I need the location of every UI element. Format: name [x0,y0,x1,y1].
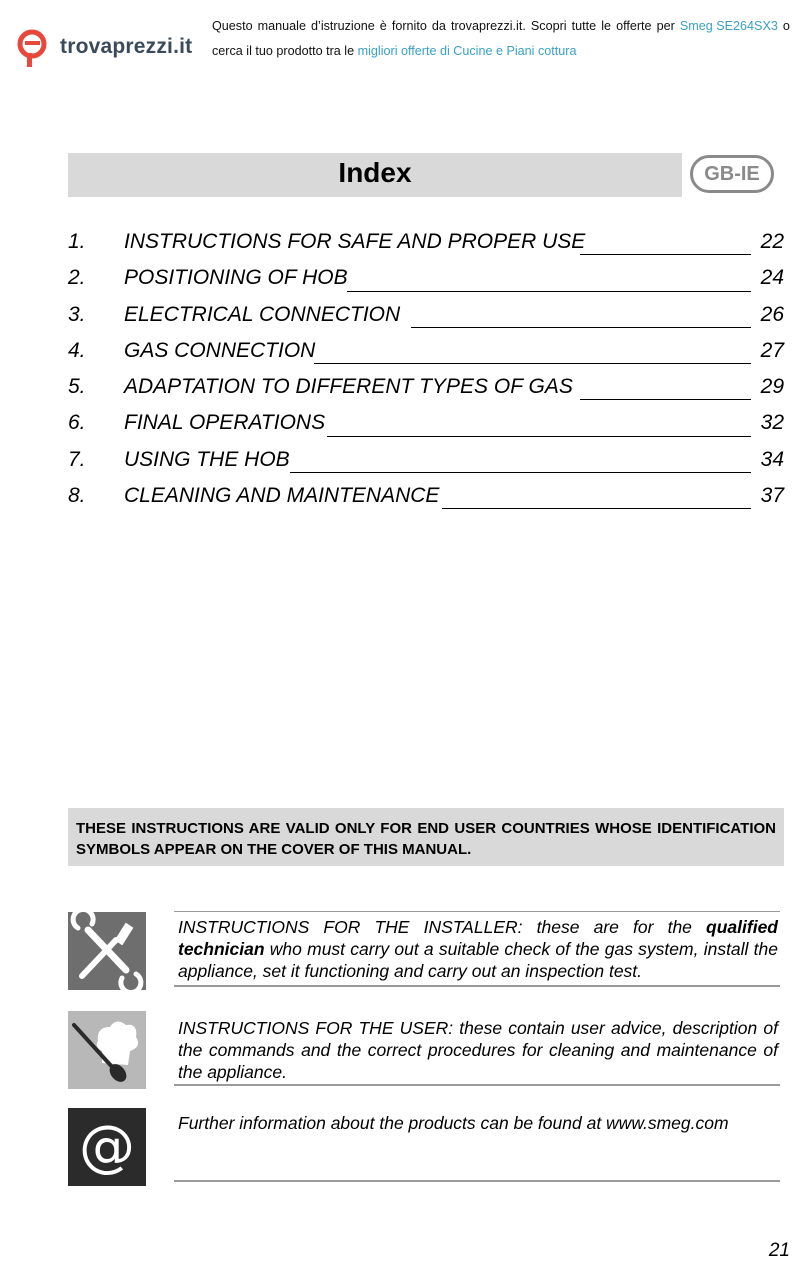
language-badge: GB-IE [690,155,774,193]
toc-title: INSTRUCTIONS FOR SAFE AND PROPER USE [124,230,586,253]
banner-word: offerte [616,19,652,33]
banner-word: o [782,19,790,33]
toc-page: 29 [760,375,784,399]
toc-entry[interactable] [68,261,784,297]
toc-leader [411,327,751,328]
toc-page: 22 [760,230,784,253]
installer-instructions [174,916,780,987]
validity-notice: THESE INSTRUCTIONS ARE VALID ONLY FOR END USER COUNTRIES WHOSE IDENTIFICATION SYMBOLS APPEAR ON THE COVER OF THIS MANUAL. [68,808,784,866]
banner-word: è [379,19,387,33]
logo-text: trovaprezzi.it [60,35,193,58]
toc-leader [442,508,751,509]
page-title: Index [338,157,412,188]
banner-word: fornito [391,19,427,33]
banner-word: tutte [571,19,597,33]
toc-title: GAS CONNECTION [124,338,316,362]
toc-leader [327,436,751,437]
banner-line-1 [212,14,790,39]
toc-entry[interactable] [68,443,784,479]
svg-text:@: @ [79,1114,135,1179]
index-header-bar [68,153,682,197]
divider [174,911,780,912]
banner-word: d’istruzione [311,19,375,33]
header-banner [212,14,790,64]
toc-number: 8. [68,484,86,508]
toc-page: 32 [760,411,784,435]
banner-word: Scopri [530,19,567,33]
toc-title: CLEANING AND MAINTENANCE [124,484,440,508]
toc-number: 6. [68,411,86,435]
toc-number: 5. [68,375,86,399]
page-number: 21 [768,1240,790,1261]
toc-number: 7. [68,447,86,471]
tools-icon [68,912,146,990]
toc-entry[interactable] [68,225,784,261]
toc-leader [580,399,751,400]
toc-page: 24 [760,266,784,290]
web-info: Further information about the products can be found at www.smeg.com [174,1112,780,1182]
toc-entry[interactable] [68,370,784,406]
trovaprezzi-logo[interactable] [16,28,193,72]
toc-page: 27 [760,338,784,362]
user-instructions: INSTRUCTIONS FOR THE USER: these contain user advice, description of the commands and the correct procedures for cleaning and maintenance of the appliance. [174,1017,780,1086]
banner-line-2-text: cerca il tuo prodotto tra le [212,44,358,58]
toc-title: FINAL OPERATIONS [124,411,326,435]
banner-word: Questo [212,19,253,33]
banner-word: trovaprezzi.it. [450,19,526,33]
installer-text: who must carry out a suitable check of the gas system, install the appliance, set it functioning and carry out an inspection test. [178,939,778,981]
table-of-contents [68,225,784,515]
product-link[interactable]: Smeg SE264SX3 [679,19,778,33]
trovaprezzi-logo-icon [16,28,56,72]
toc-leader [580,254,751,255]
banner-word: manuale [257,19,306,33]
toc-leader [314,363,751,364]
toc-page: 34 [760,447,784,471]
installer-bold-text: qualified technician [178,917,778,959]
chef-spoon-icon [68,1011,146,1089]
banner-line-2 [212,39,790,64]
banner-word: da [431,19,446,33]
toc-entry[interactable] [68,406,784,442]
toc-number: 3. [68,302,86,326]
toc-title: POSITIONING OF HOB [124,266,348,290]
category-link[interactable]: migliori offerte di Cucine e Piani cottura [357,44,577,58]
toc-leader [347,291,751,292]
toc-title: ADAPTATION TO DIFFERENT TYPES OF GAS [124,375,573,399]
at-sign-icon [68,1108,146,1186]
toc-entry[interactable] [68,479,784,515]
toc-leader [290,472,751,473]
toc-entry[interactable] [68,298,784,334]
toc-entry[interactable] [68,334,784,370]
installer-text: INSTRUCTIONS FOR THE INSTALLER: these are for the [178,917,707,937]
toc-title: ELECTRICAL CONNECTION [124,302,401,326]
toc-number: 1. [68,230,86,253]
toc-title: USING THE HOB [124,447,290,471]
banner-word: le [601,19,612,33]
toc-page: 37 [760,484,784,508]
toc-number: 2. [68,266,86,290]
toc-number: 4. [68,338,86,362]
banner-word: per [656,19,675,33]
toc-page: 26 [760,302,784,326]
